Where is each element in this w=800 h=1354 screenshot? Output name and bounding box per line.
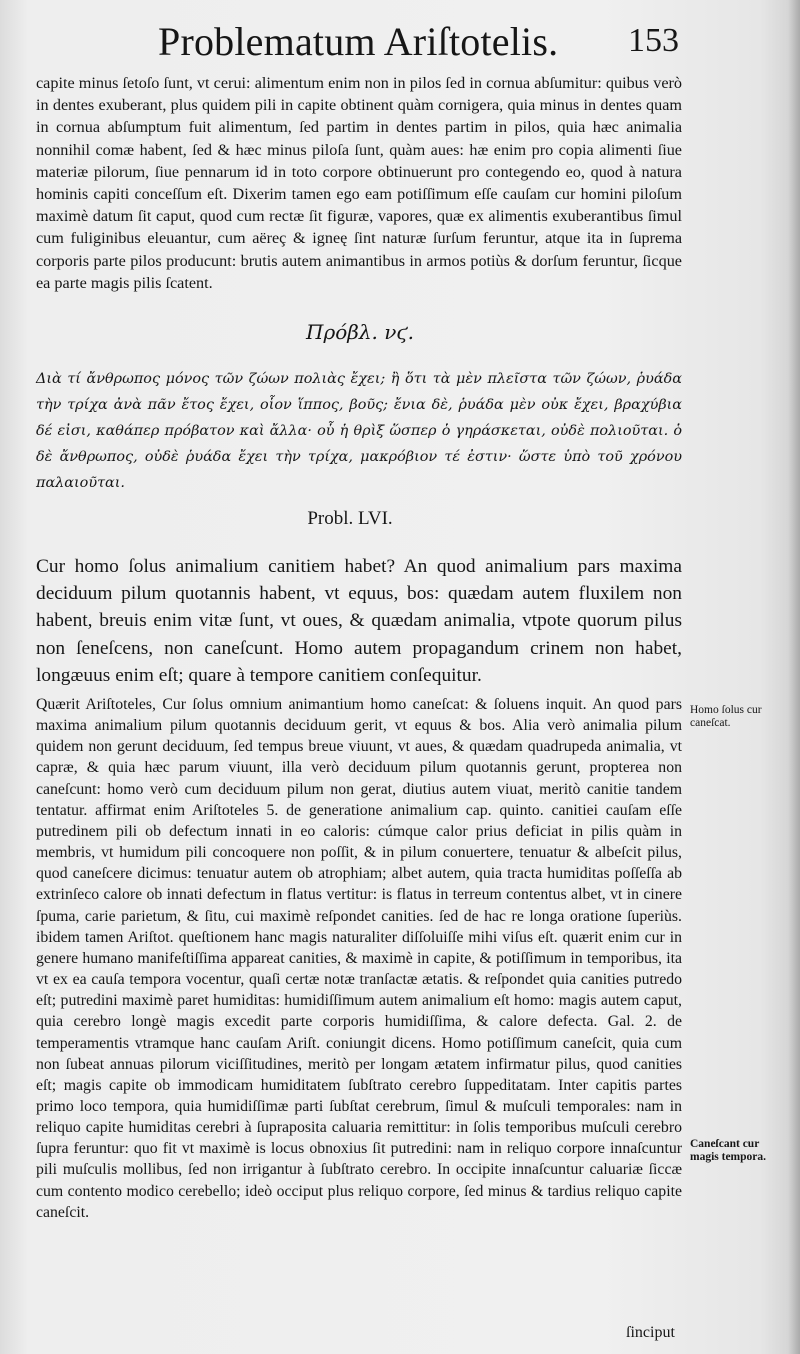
commentary-text: Quærit Ariſtoteles, Cur ſolus omnium animantium homo caneſcat: & ſoluens inquit. An quod pars maxima animalium pilum quotannis deciduum gerit, vt equus & bos. Alia verò animalia pilum quidem non gerunt deciduum, ſed tempus breue viuunt, vt aues, & quædam quadrupeda animalia, vt capræ, & quia hæc parum viuunt, illa verò deciduum pilum quotannis gerunt, propterea non caneſcunt: homo verò cum deciduum pilum non gerat, diutius autem viuat, meritò canitie tandem tentatur. affirmat enim Ariſtoteles 5. de generatione animalium cap. quinto. canitiei cauſam eſſe putredinem pili ob defectum innati in eo caloris: cúmque calor prius deficiat in pilis quàm in membris, vt humidum pili concoquere non poſſit, & in pilum conuertere, tenuatur & albeſcit pilus, quod caneſcere dicimus: tenuatur autem ob atrophiam; albet autem, quia tracta humiditas poſſeſſa ab extrinſeco calore ob innati defectum in flatus vertitur: is flatus in terreum contentus albet, vt in cinere ſpuma, carie parietum, & ſitu, cui maximè reſpondet canities. ſed de hac re longa oratione ſuperiùs. ibidem tamen Ariſtot. queſtionem hanc magis naturaliter diſſoluiſſe mihi viſus eſt. quærit enim cur in genere humano manifeſtiſſima appareat canities, & maximè in capite, & potiſſimum in temporibus, ita vt ex ea cauſa tempora vocentur, quaſi certæ notæ tranſactæ ætatis. & reſpondet quia canities putredo eſt; putredini maximè paret humiditas: humidiſſimum autem animalium eſt homo: magis autem caput, quia cerebro longè magis excedit parte corporis humidiſſima, & calore defecta. Gal. 2. de temperamentis vtramque hanc cauſam Ariſt. coniungit dicens. Homo potiſſimum caneſcit, quia cum non ſubeat annuas pilorum viciſſitudines, meritò per longam ætatem infirmatur pilus, quod canities eſt; magis capite ob immodicam humiditatem ſubſtrato cerebro ſuppeditatam. Inter capitis partes primo loco tempora, quia humidiſſimæ parti ſubſtat cerebrum, ſimul & muſculi temporales: nam in reliquo capite humiditas cerebri à ſupraposita caluaria remittitur: in ſolis temporibus muſculi cerebro ſupra feruntur: quo fit vt maximè is locus obnoxius ſit putredini: nam in reliquo corpore innaſcuntur pili muſculis mollibus, ſed non irrigantur à ſubſtrato cerebro. In occipite innaſcuntur caluariæ ſiccæ cum contento modico cerebello; ideò occiput plus reliquo corpore, ſed minus & tardius reliquo capite caneſcit. xyxy=(36,696,682,1221)
page-number: 153 xyxy=(628,22,679,59)
continued-paragraph xyxy=(36,72,682,294)
page-edge-shadow xyxy=(788,0,800,1354)
greek-text-block xyxy=(36,366,682,496)
margin-note-homo-solus: Homo ſolus cur caneſcat. xyxy=(690,704,762,729)
latin-question-text: Cur homo ſolus animalium canitiem habet? An quod animalium pars maxima deciduum pilum quotannis habent, vt equus, bos: quædam autem fluxilem non habent, breuis enim vitæ ſunt, vt oues, & quædam animalia, vtpote quorum pilus non ſeneſcens, non caneſcunt. Homo autem propagandum crinem non habet, longæuus enim eſt; quare à tempore canitiem conſequitur. xyxy=(36,556,682,686)
problem-label: Probl. LVI. xyxy=(307,508,393,529)
running-title: Problematum Ariſtotelis. xyxy=(158,19,559,64)
catchword: ſinciput xyxy=(626,1324,675,1341)
greek-text: Διὰ τί ἄνθρωπος μόνος τῶν ζώων πολιὰς ἔχει; ἢ ὅτι τὰ μὲν πλεῖστα τῶν ζώων, ῥυάδα τὴν τρίχα ἀνὰ πᾶν ἔτος ἔχει, οἷον ἵππος, βοῦς; ἔνια δὲ, ῥυάδα μὲν οὐκ ἔχει, βραχύβια δέ εἰσι, καθάπερ πρόβατον καὶ ἄλλα· οὗ ἡ θρὶξ ὥσπερ ὁ γηράσκεται, οὐδὲ πολιοῦται. ὁ δὲ ἄνθρωπος, οὐδὲ ῥυάδα ἔχει τὴν τρίχα, μακρόβιον τέ ἐστιν· ὥστε ὑπὸ τοῦ χρόνου παλαιοῦται. xyxy=(36,371,682,491)
continued-paragraph-text: capite minus ſetoſo ſunt, vt cerui: alimentum enim non in pilos ſed in cornua abſumitur: quibus verò in dentes exuberant, plus quidem pili in capite obtinent quàm cornigera, quia minus in dentes quam in cornua abſumptum fuit alimentum, ſed partim in dentes partim in pilos, quia hæc animalia nonnihil comæ habent, ſed & hæc minus piloſa ſunt, quàm aues: hæ enim pro copia alimenti ſiue materiæ pilorum, ſiue pennarum id in toto corpore obtinuerunt pro contegendo eo, quod à natura hominis capiti conceſſum eſt. Dixerim tamen ego eam potiſſimum eſſe cauſam cur homini piloſum maximè datum ſit caput, quod cum rectæ ſit figuræ, vapores, quæ ex alimentis exuberantibus ſimul cum fuliginibus eleuantur, cum aëreç & igneę ſint naturæ ſurſum feruntur, atque ita in ſuprema corporis parte pilos producunt: brutis autem animantibus in armos potiùs & dorſum feruntur, ſicque ea parte magis pilis ſcatent. xyxy=(36,74,682,292)
page-header xyxy=(0,18,800,70)
greek-problem-heading: Πρόβλ. νϛ. xyxy=(306,320,414,344)
latin-question-block xyxy=(36,553,682,689)
commentary-block xyxy=(36,694,682,1223)
margin-note-canescant: Caneſcant cur magis tempora. xyxy=(690,1138,767,1163)
